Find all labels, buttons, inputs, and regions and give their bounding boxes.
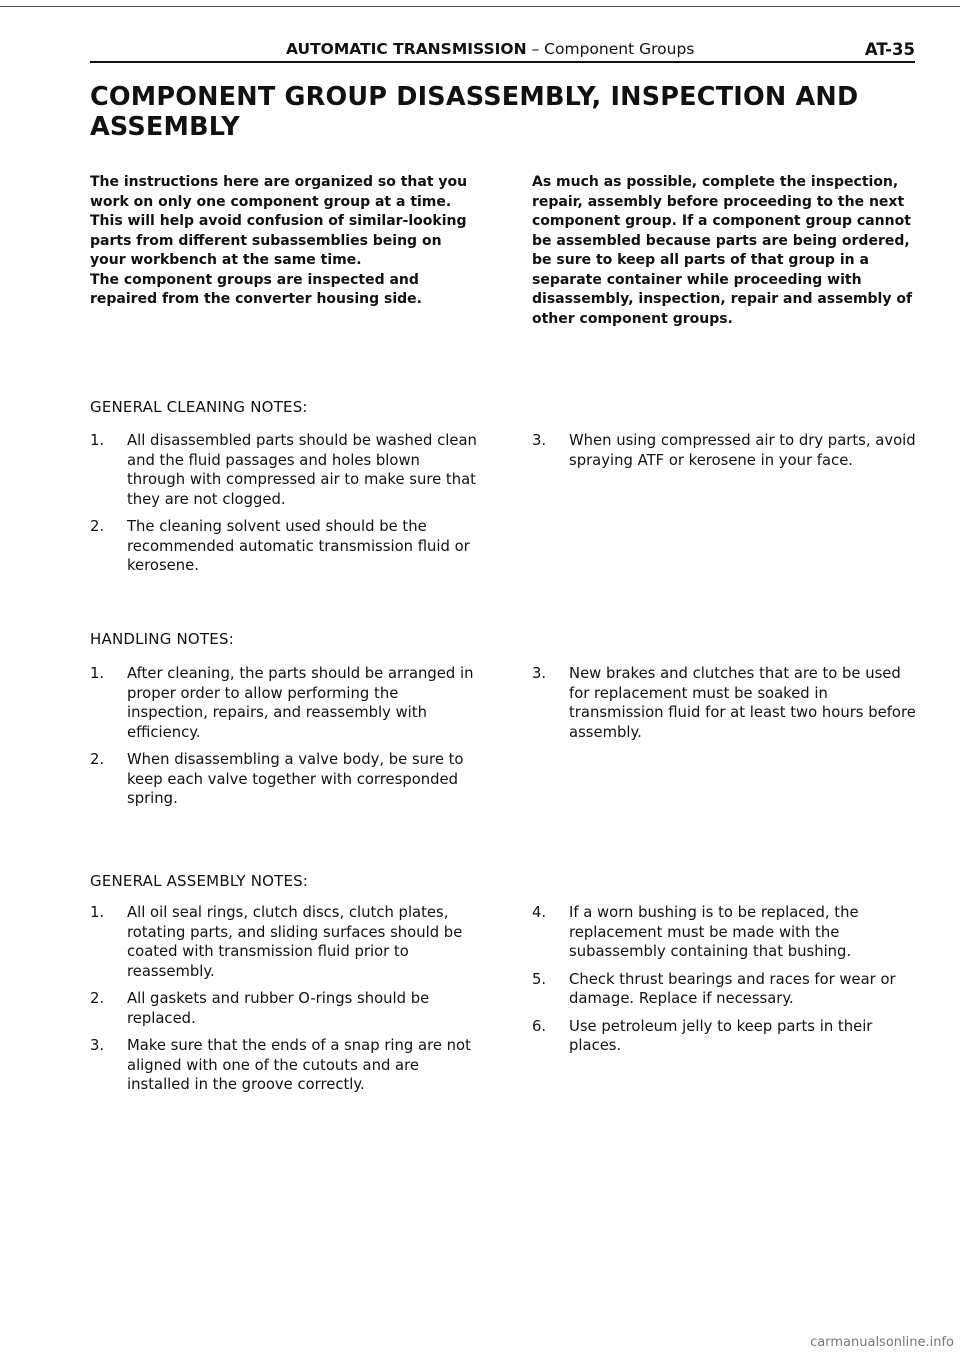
item-number: 3. (90, 1037, 105, 1054)
item-number: 3. (532, 432, 547, 449)
item-number: 2. (90, 990, 105, 1007)
intro-paragraph: The component groups are inspected and repaired from the converter housing side. (90, 271, 422, 307)
item-number: 3. (532, 665, 547, 682)
header-section-subtitle: – Component Groups (531, 40, 695, 58)
item-number: 4. (532, 904, 547, 921)
list-item (532, 664, 917, 742)
item-text: If a worn bushing is to be replaced, the replacement must be made with the subassembly containing that bushing. (569, 904, 859, 960)
list-item (532, 1017, 917, 1056)
item-number: 6. (532, 1017, 547, 1035)
handling-notes-right-list (532, 664, 917, 750)
assembly-notes-right-list (532, 903, 917, 1064)
handling-notes-left-list (90, 664, 480, 817)
item-text: After cleaning, the parts should be arranged in proper order to allow performing the inspection, repairs, and reassembly with efficiency. (127, 665, 474, 741)
item-text: When disassembling a valve body, be sure to keep each valve together with corresponded spring. (127, 751, 464, 807)
item-number: 2. (90, 518, 105, 535)
page-title: COMPONENT GROUP DISASSEMBLY, INSPECTION AND ASSEMBLY (90, 82, 859, 142)
item-text: All oil seal rings, clutch discs, clutch plates, rotating parts, and sliding surfaces should be coated with transmission fluid prior to reassembly. (127, 904, 463, 980)
item-text: The cleaning solvent used should be the recommended automatic transmission fluid or kerosene. (127, 518, 470, 574)
list-item (90, 664, 480, 742)
item-text: Make sure that the ends of a snap ring are not aligned with one of the cutouts and are installed in the groove correctly. (127, 1037, 471, 1093)
cleaning-notes-right-list (532, 431, 917, 478)
item-number: 5. (532, 970, 547, 988)
item-text: All gaskets and rubber O-rings should be replaced. (127, 990, 430, 1027)
intro-right-column (532, 173, 917, 329)
list-item (90, 989, 480, 1028)
header-rule (90, 61, 915, 63)
list-item (90, 517, 480, 576)
source-watermark: carmanualsonline.info (810, 1335, 954, 1350)
header-section-title (286, 40, 694, 58)
header-section-bold: AUTOMATIC TRANSMISSION (286, 40, 527, 58)
cleaning-notes-left-list (90, 431, 480, 584)
item-number: 2. (90, 751, 105, 768)
assembly-notes-heading: GENERAL ASSEMBLY NOTES: (90, 872, 309, 890)
intro-left-column (90, 173, 480, 310)
intro-paragraph: The instructions here are organized so that you work on only one component group at a time. This will help avoid confusion of similar-looking parts from different subassemblies being on your workbench at the same time. (90, 174, 468, 268)
item-text: Check thrust bearings and races for wear or damage. Replace if necessary. (569, 970, 896, 1007)
list-item (90, 750, 480, 809)
item-number: 1. (90, 432, 105, 449)
list-item (90, 431, 480, 509)
list-item (532, 431, 917, 470)
item-number: 1. (90, 904, 105, 921)
list-item (90, 903, 480, 981)
cleaning-notes-heading: GENERAL CLEANING NOTES: (90, 398, 308, 416)
top-border-line (0, 6, 960, 7)
list-item (532, 970, 917, 1009)
page-number: AT-35 (864, 40, 915, 59)
list-item (532, 903, 917, 962)
item-text: New brakes and clutches that are to be used for replacement must be soaked in transmission fluid for at least two hours before assembly. (569, 665, 916, 741)
intro-paragraph: As much as possible, complete the inspection, repair, assembly before proceeding to the next component group. If a component group cannot be assembled because parts are being ordered, be sure to keep all parts of that group in a separate container while proceeding with disassembly, inspection, repair and assembly of other component groups. (532, 174, 913, 327)
assembly-notes-left-list (90, 903, 480, 1103)
item-number: 1. (90, 665, 105, 682)
handling-notes-heading: HANDLING NOTES: (90, 630, 234, 648)
item-text: When using compressed air to dry parts, avoid spraying ATF or kerosene in your face. (569, 432, 916, 469)
item-text: Use petroleum jelly to keep parts in their places. (569, 1017, 873, 1054)
list-item (90, 1036, 480, 1095)
item-text: All disassembled parts should be washed clean and the fluid passages and holes blown through with compressed air to make sure that they are not clogged. (127, 432, 477, 508)
